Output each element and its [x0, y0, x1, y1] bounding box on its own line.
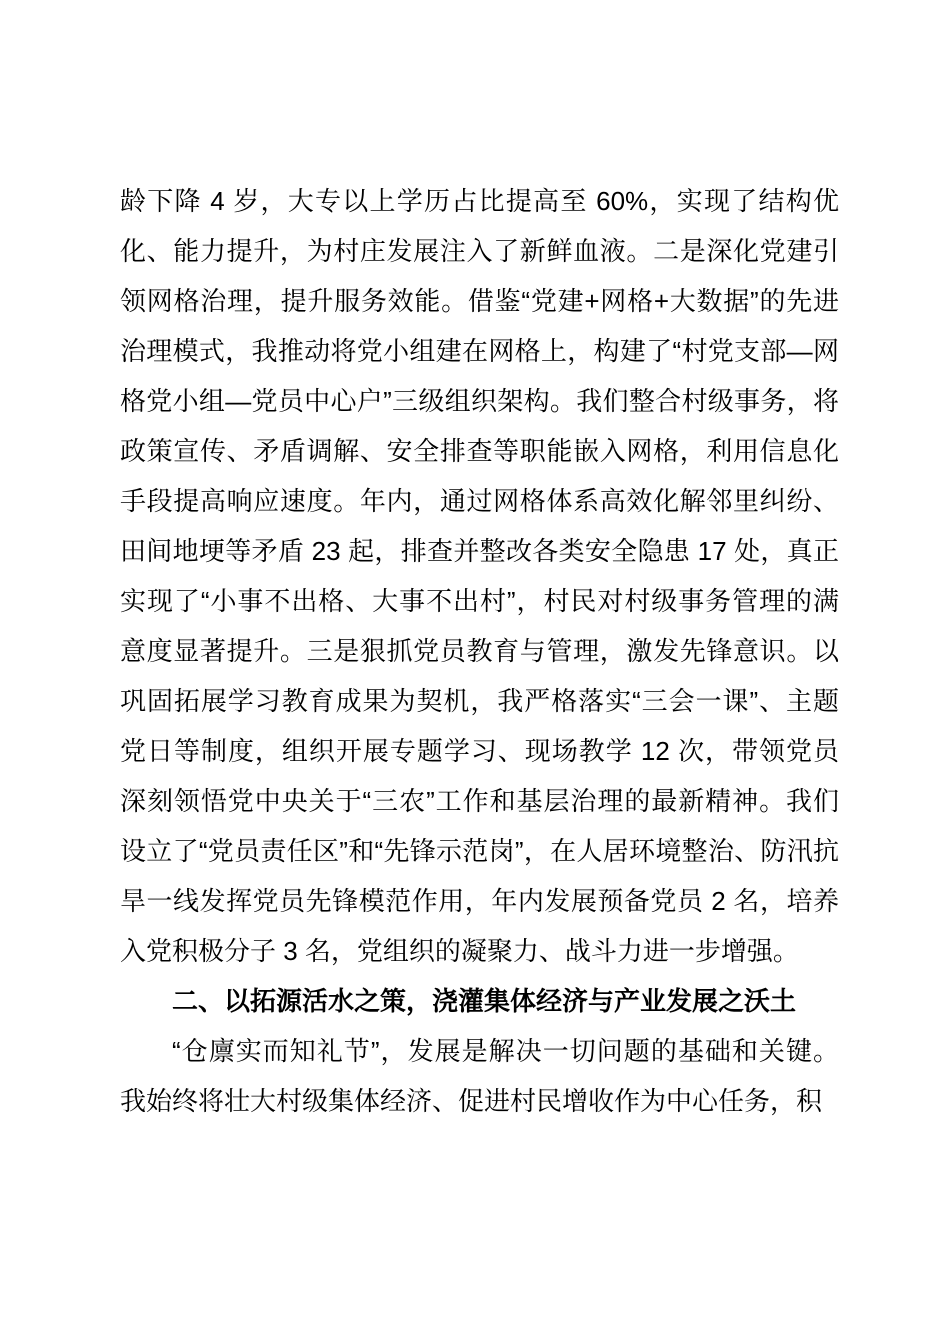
paragraph: 龄下降 4 岁，大专以上学历占比提高至 60%，实现了结构优化、能力提升，为村庄发展注入了新鲜血液。二是深化党建引领网格治理，提升服务效能。借鉴“党建+网格+大数据”的先进治理模式，我推动将党小组建在网格上，构建了“村党支部—网格党小组—党员中心户”三级组织架构。我们整合村级事务，将政策宣传、矛盾调解、安全排查等职能嵌入网格，利用信息化手段提高响应速度。年内，通过网格体系高效化解邻里纠纷、田间地埂等矛盾 23 起，排查并整改各类安全隐患 17 处，真正实现了“小事不出格、大事不出村”，村民对村级事务管理的满意度显著提升。三是狠抓党员教育与管理，激发先锋意识。以巩固拓展学习教育成果为契机，我严格落实“三会一课”、主题党日等制度，组织开展专题学习、现场教学 12 次，带领党员深刻领悟党中央关于“三农”工作和基层治理的最新精神。我们设立了“党员责任区”和“先锋示范岗”，在人居环境整治、防汛抗旱一线发挥党员先锋模范作用，年内发展预备党员 2 名，培养入党积极分子 3 名，党组织的凝聚力、战斗力进一步增强。: [120, 186, 839, 966]
paragraph: “仓廪实而知礼节”，发展是解决一切问题的基础和关键。我始终将壮大村级集体经济、促进村民增收作为中心任务，积: [120, 1036, 839, 1116]
document-content: [120, 176, 839, 1126]
section-heading: 二、以拓源活水之策，浇灌集体经济与产业发展之沃土: [172, 986, 797, 1016]
